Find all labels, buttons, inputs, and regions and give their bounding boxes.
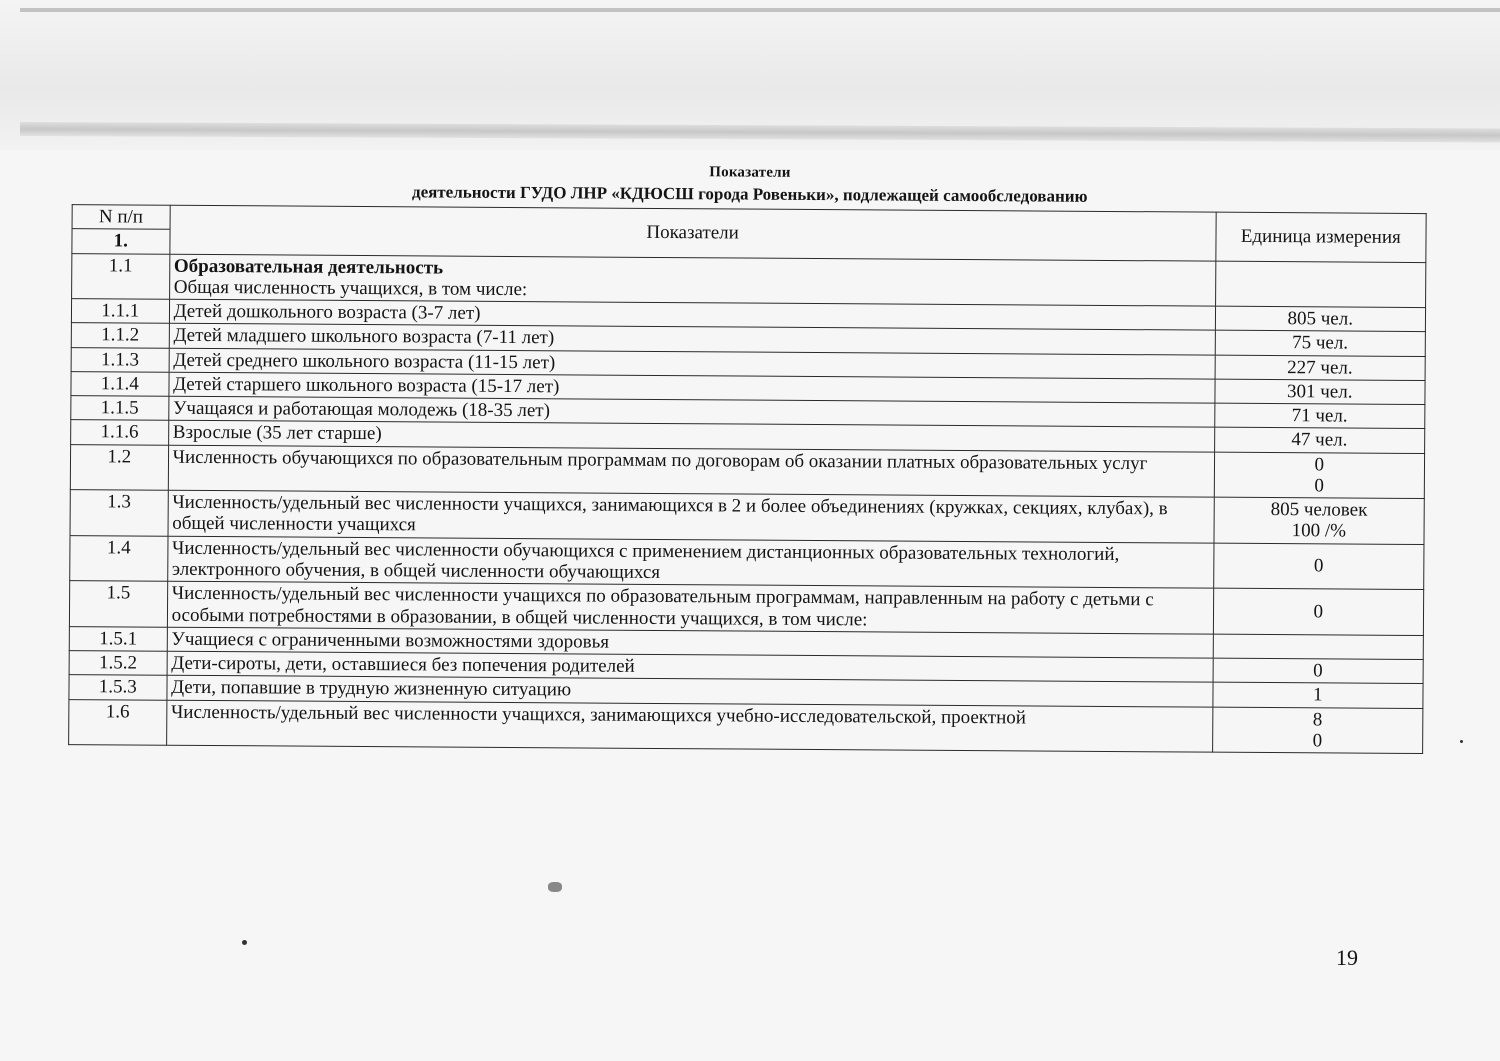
row-value: 227 чел. xyxy=(1215,355,1426,381)
row-value-line: 8 xyxy=(1312,708,1323,730)
row-label: Численность/удельный вес численности учащихся по образовательным программам, направленным на работу с детьми с особыми потребностями в образовании, в общей численности учащихся, в том числе: xyxy=(167,581,1213,633)
row-num: 1.6 xyxy=(69,699,167,745)
section-label: Образовательная деятельность xyxy=(173,255,444,279)
section-num: 1. xyxy=(72,229,170,254)
scan-edge xyxy=(20,8,1500,12)
row-label: Численность/удельный вес численности обучающихся с применением дистанционных образовательных технологий, электронного обучения, в общей численности обучающихся xyxy=(167,536,1213,588)
row-label xyxy=(169,254,1215,306)
row-num: 1.1.1 xyxy=(71,299,169,324)
row-num: 1.5 xyxy=(69,581,167,627)
row-num: 1.5.1 xyxy=(69,626,167,651)
row-value: 805 чел. xyxy=(1215,306,1426,332)
document-sheet xyxy=(56,160,1440,809)
row-num: 1.1.6 xyxy=(71,420,169,445)
column-header-num: N п/п xyxy=(72,205,170,230)
row-value xyxy=(1214,452,1425,499)
column-header-unit: Единица измерения xyxy=(1215,212,1426,262)
row-num: 1.1.2 xyxy=(71,323,169,348)
row-label: Взрослые (35 лет старше) xyxy=(168,421,1214,452)
row-value xyxy=(1215,261,1426,308)
scan-smudge xyxy=(548,882,562,892)
row-value: 0 xyxy=(1213,543,1424,590)
row-value-line: 100 /% xyxy=(1291,520,1347,542)
table-header-row xyxy=(72,205,1426,238)
row-value: 75 чел. xyxy=(1215,330,1426,356)
row-value xyxy=(1212,707,1423,754)
row-value-line: 0 xyxy=(1312,730,1323,752)
row-value-line: 0 xyxy=(1314,475,1324,497)
row-value: 1 xyxy=(1212,682,1423,708)
document-title: Показатели xyxy=(709,164,791,181)
row-label: Учащиеся с ограниченными возможностями здоровья xyxy=(167,627,1213,658)
row-label: Детей младшего школьного возраста (7-11 лет) xyxy=(169,324,1215,355)
scan-speck xyxy=(1460,740,1463,743)
row-num: 1.1.5 xyxy=(71,396,169,421)
row-label: Детей дошкольного возраста (3-7 лет) xyxy=(169,299,1215,330)
row-label: Численность обучающихся по образовательным программам по договорам об оказании платных образовательных услуг xyxy=(168,445,1214,497)
row-label: Детей старшего школьного возраста (15-17 лет) xyxy=(169,372,1215,403)
row-value: 71 чел. xyxy=(1214,403,1425,429)
row-num: 1.4 xyxy=(70,535,168,581)
row-num: 1.1.3 xyxy=(71,347,169,372)
row-num: 1.1 xyxy=(72,253,170,299)
row-value xyxy=(1214,497,1425,544)
scan-speck xyxy=(242,940,247,945)
row-label: Детей среднего школьного возраста (11-15 лет) xyxy=(169,348,1215,379)
row-num: 1.5.2 xyxy=(69,651,167,676)
row-value-line: 805 человек xyxy=(1270,499,1368,521)
row-label: Численность/удельный вес численности учащихся, занимающихся учебно-исследовательской, проектной xyxy=(166,700,1212,752)
row-value-line: 0 xyxy=(1314,453,1325,476)
page-number: 19 xyxy=(1336,945,1358,970)
indicators-table xyxy=(68,204,1427,754)
row-value: 301 чел. xyxy=(1214,379,1425,405)
row-label: Учащаяся и работающая молодежь (18-35 лет) xyxy=(168,396,1214,427)
row-label: Дети-сироты, дети, оставшиеся без попечения родителей xyxy=(167,651,1213,682)
document-subtitle: деятельности ГУДО ЛНР «КДЮСШ города Ровеньки», подлежащей самообследованию xyxy=(411,182,1088,206)
row-value: 47 чел. xyxy=(1214,428,1425,454)
column-header-indicators: Показатели xyxy=(170,205,1216,260)
row-value: 0 xyxy=(1213,658,1424,684)
row-label: Дети, попавшие в трудную жизненную ситуацию xyxy=(167,676,1213,707)
row-num: 1.1.4 xyxy=(71,371,169,396)
table-row xyxy=(69,699,1423,754)
row-num: 1.2 xyxy=(70,444,168,490)
row-value: 0 xyxy=(1213,588,1424,635)
row-label-text: Общая численность учащихся, в том числе: xyxy=(173,276,528,300)
row-num: 1.3 xyxy=(70,490,168,536)
row-label: Численность/удельный вес численности учащихся, занимающихся в 2 и более объединениях (кружках, секциях, клубах), в общей численности учащихся xyxy=(168,490,1214,542)
row-num: 1.5.3 xyxy=(69,675,167,700)
row-value xyxy=(1213,634,1424,660)
